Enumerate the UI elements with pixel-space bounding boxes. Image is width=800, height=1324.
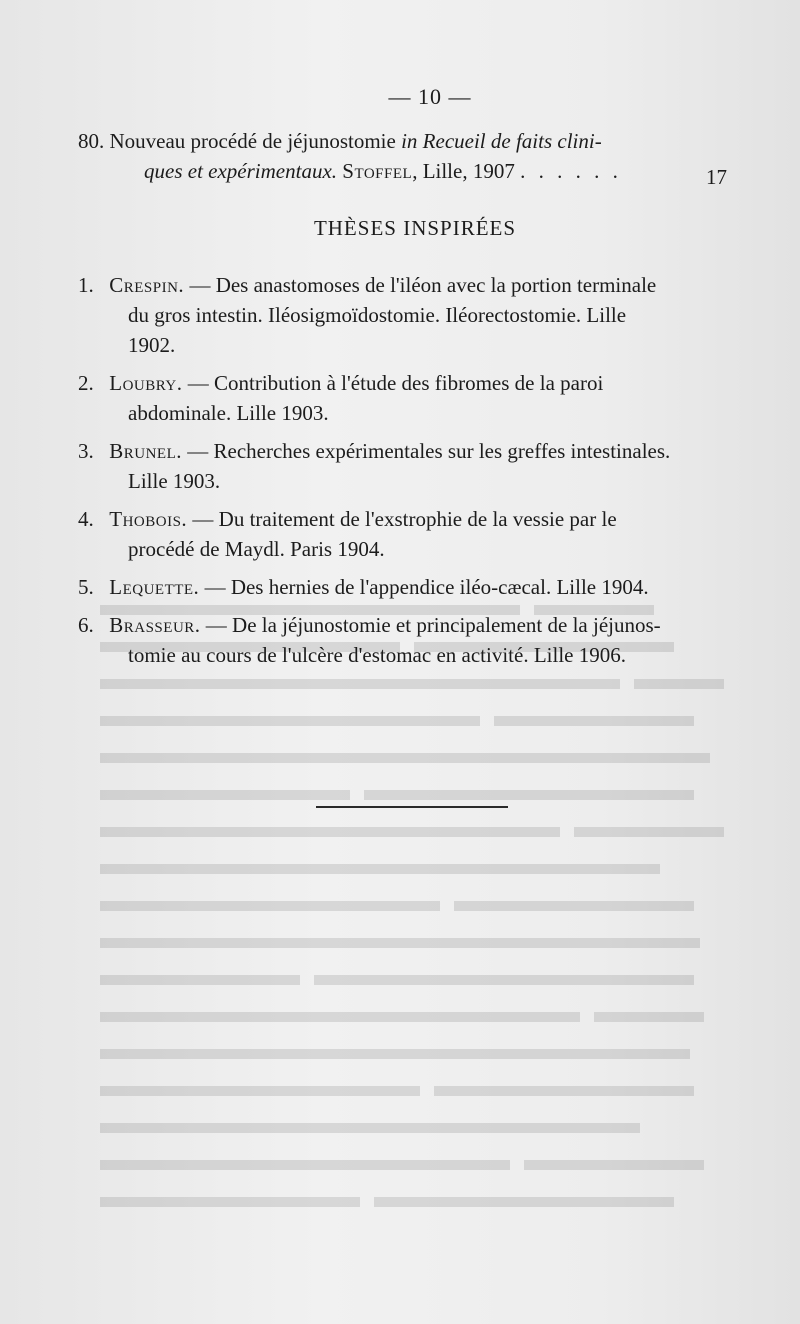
thesis-first-line: [78, 572, 738, 602]
thesis-author: Brasseur.: [109, 613, 201, 637]
entry-in: in: [401, 129, 418, 153]
thesis-continuation: Lille 1903.: [128, 469, 221, 493]
closing-rule: [316, 806, 508, 808]
bleed-mark: [100, 679, 620, 689]
thesis-first-line: [78, 368, 738, 398]
entry-source: Recueil de faits clini-: [422, 129, 602, 153]
bleed-line: [100, 997, 760, 1034]
bleed-mark: [100, 1160, 510, 1170]
entry-leaders: . . . . . .: [520, 159, 622, 183]
thesis-title: Recherches expérimentales sur les greffes intestinales.: [213, 439, 671, 463]
bleed-mark: [100, 1049, 690, 1059]
bleed-mark: [364, 790, 694, 800]
bleed-mark: [454, 901, 694, 911]
thesis-title: Des hernies de l'appendice iléo-cæcal. Lille 1904.: [230, 575, 649, 599]
bleed-mark: [100, 1086, 420, 1096]
bleed-line: [100, 738, 760, 775]
thesis-number: 4.: [78, 507, 94, 531]
entry-80-line-2: [78, 156, 738, 186]
thesis-item: [78, 610, 738, 670]
thesis-title: De la jéjunostomie et principalement de la jéjunos-: [232, 613, 661, 637]
bleed-line: [100, 1108, 760, 1145]
bleed-line: [100, 1182, 760, 1219]
entry-place-year: , Lille, 1907: [412, 159, 515, 183]
bleed-mark: [100, 975, 300, 985]
bleed-line: [100, 701, 760, 738]
thesis-number: 2.: [78, 371, 94, 395]
bleed-mark: [100, 1197, 360, 1207]
bleed-mark: [100, 790, 350, 800]
bibliography-entry-80: [78, 126, 738, 189]
bleed-line: [100, 849, 760, 886]
thesis-separator: —: [187, 507, 219, 531]
thesis-number: 5.: [78, 575, 94, 599]
thesis-item: [78, 270, 738, 360]
bleed-line: [100, 960, 760, 997]
thesis-number: 3.: [78, 439, 94, 463]
thesis-title: Contribution à l'étude des fibromes de la paroi: [214, 371, 604, 395]
entry-source-cont: ques et expérimentaux.: [144, 159, 338, 183]
bleed-through-texture: [100, 590, 760, 1230]
thesis-title: Du traitement de l'exstrophie de la vessie par le: [218, 507, 617, 531]
thesis-continuation: du gros intestin. Iléosigmoïdostomie. Iléorectostomie. Lille: [128, 303, 627, 327]
bleed-line: [100, 923, 760, 960]
thesis-item: [78, 504, 738, 564]
thesis-author: Loubry.: [109, 371, 183, 395]
bleed-mark: [100, 1012, 580, 1022]
bleed-mark: [594, 1012, 704, 1022]
bleed-mark: [634, 679, 724, 689]
thesis-title: Des anastomoses de l'iléon avec la portion terminale: [215, 273, 657, 297]
thesis-author: Thobois.: [109, 507, 188, 531]
entry-author: Stoffel: [342, 159, 413, 183]
thesis-item: [78, 368, 738, 428]
bleed-mark: [374, 1197, 674, 1207]
entry-page-ref: 17: [706, 165, 727, 189]
thesis-author: Lequette.: [109, 575, 200, 599]
bleed-mark: [314, 975, 694, 985]
thesis-continuation: tomie au cours de l'ulcère d'estomac en activité. Lille 1906.: [128, 643, 626, 667]
thesis-separator: —: [184, 273, 216, 297]
thesis-separator: —: [200, 613, 233, 637]
bleed-mark: [100, 827, 560, 837]
thesis-first-line: [78, 270, 738, 300]
thesis-separator: —: [182, 371, 215, 395]
bleed-mark: [100, 753, 710, 763]
thesis-continuation: abdominale. Lille 1903.: [128, 401, 329, 425]
bleed-mark: [524, 1160, 704, 1170]
bleed-mark: [100, 864, 660, 874]
thesis-continuation: 1902.: [128, 333, 176, 357]
page-number: — 10 —: [388, 84, 472, 109]
thesis-item: [78, 572, 738, 602]
thesis-first-line: [78, 504, 738, 534]
section-heading: THÈSES INSPIRÉES: [313, 216, 517, 240]
bleed-mark: [494, 716, 694, 726]
thesis-author: Crespin.: [109, 273, 185, 297]
bleed-mark: [100, 716, 480, 726]
bleed-line: [100, 886, 760, 923]
theses-list: [78, 270, 738, 678]
entry-80-line-1: [78, 126, 738, 156]
bleed-line: [100, 1145, 760, 1182]
entry-title: Nouveau procédé de jéjunostomie: [109, 129, 396, 153]
thesis-separator: —: [199, 575, 231, 599]
bleed-line: [100, 1071, 760, 1108]
thesis-author: Brunel.: [109, 439, 183, 463]
thesis-continuation: procédé de Maydl. Paris 1904.: [128, 537, 385, 561]
bleed-mark: [100, 901, 440, 911]
entry-number: 80.: [78, 129, 105, 153]
bleed-line: [100, 812, 760, 849]
bleed-mark: [100, 938, 700, 948]
thesis-first-line: [78, 610, 738, 640]
bleed-mark: [574, 827, 724, 837]
bleed-mark: [434, 1086, 694, 1096]
thesis-number: 6.: [78, 613, 94, 637]
bleed-line: [100, 1034, 760, 1071]
thesis-first-line: [78, 436, 738, 466]
thesis-separator: —: [182, 439, 214, 463]
bleed-mark: [100, 1123, 640, 1133]
thesis-number: 1.: [78, 273, 94, 297]
thesis-item: [78, 436, 738, 496]
